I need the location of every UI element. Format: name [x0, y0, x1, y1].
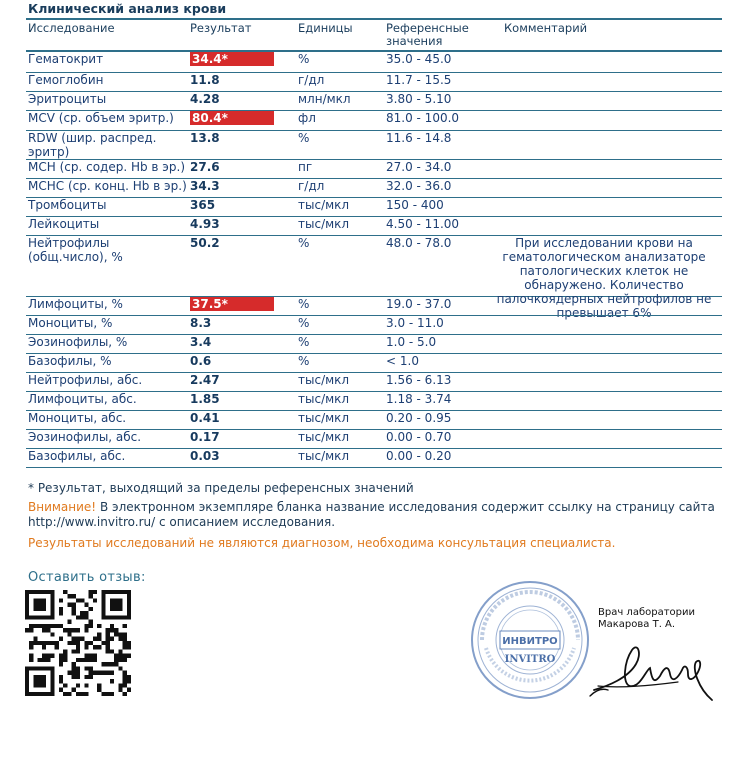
test-name: Базофилы, абс.: [28, 449, 126, 463]
result-value: 0.17: [190, 430, 220, 444]
unit-value: тыс/мкл: [298, 373, 350, 387]
unit-value: %: [298, 236, 310, 250]
header-test: Исследование: [28, 21, 115, 35]
reference-range: 32.0 - 36.0: [386, 179, 452, 193]
header-comment: Комментарий: [504, 21, 588, 35]
test-name: Лейкоциты: [28, 217, 100, 231]
disclaimer: Результаты исследований не являются диагнозом, необходима консультация специалиста.: [28, 536, 616, 550]
table-row: [26, 316, 722, 335]
result-value-flagged: 34.4*: [190, 52, 274, 66]
table-row: [26, 373, 722, 392]
unit-value: %: [298, 297, 310, 311]
table-row: [26, 430, 722, 449]
unit-value: %: [298, 335, 310, 349]
result-value: 27.6: [190, 160, 220, 174]
test-name: RDW (шир. распред. эритр): [28, 131, 157, 159]
test-name: Лимфоциты, абс.: [28, 392, 137, 406]
reference-range: 0.00 - 0.20: [386, 449, 452, 463]
unit-value: млн/мкл: [298, 92, 351, 106]
result-value: 1.85: [190, 392, 220, 406]
result-value: 0.03: [190, 449, 220, 463]
unit-value: %: [298, 354, 310, 368]
stamp-text-top: ИНВИТРО: [502, 636, 558, 647]
test-name: Гематокрит: [28, 52, 104, 66]
header-ref-line1: Референсные: [386, 21, 469, 35]
result-value: 3.4: [190, 335, 212, 349]
table-row: [26, 411, 722, 430]
reference-range: 1.0 - 5.0: [386, 335, 437, 349]
reference-range: 150 - 400: [386, 198, 444, 212]
reference-range: 0.20 - 0.95: [386, 411, 452, 425]
table-row: [26, 297, 722, 316]
unit-value: тыс/мкл: [298, 392, 350, 406]
result-value-flagged: 80.4*: [190, 111, 274, 125]
unit-value: тыс/мкл: [298, 449, 350, 463]
table-row: [26, 179, 722, 198]
reference-range: < 1.0: [386, 354, 419, 368]
unit-value: %: [298, 316, 310, 330]
report-title: Клинический анализ крови: [28, 1, 227, 16]
table-header: [26, 18, 722, 52]
table-row: [26, 449, 722, 468]
test-name: Моноциты, %: [28, 316, 113, 330]
unit-value: тыс/мкл: [298, 411, 350, 425]
test-name: Эритроциты: [28, 92, 107, 106]
table-row: [26, 354, 722, 373]
test-name: Эозинофилы, абс.: [28, 430, 142, 444]
table-row: [26, 73, 722, 92]
attention-label: Внимание!: [28, 500, 97, 514]
result-value: 11.8: [190, 73, 220, 87]
review-label: Оставить отзыв:: [28, 570, 146, 585]
reference-range: 0.00 - 0.70: [386, 430, 452, 444]
unit-value: тыс/мкл: [298, 430, 350, 444]
test-name: Эозинофилы, %: [28, 335, 128, 349]
test-name: MCV (ср. объем эритр.): [28, 111, 174, 125]
header-ref-line2: значения: [386, 34, 443, 48]
attention-link[interactable]: http://www.invitro.ru/: [28, 515, 156, 529]
comment-text: При исследовании крови на гематологическом анализаторе патологических клеток не обнаружено. Количество палочкоядерных нейтрофилов не превышает 6%: [496, 236, 712, 320]
results-table: [26, 52, 722, 468]
footnote: * Результат, выходящий за пределы референсных значений: [28, 481, 414, 495]
attention-note: [28, 500, 715, 530]
attention-text: В электронном экземпляре бланка название исследования содержит ссылку на страницу сайта: [96, 500, 715, 514]
header-result: Результат: [190, 21, 252, 35]
laboratory-stamp: [468, 578, 592, 702]
table-row: [26, 52, 722, 73]
stamp-text-bottom: INVITRO: [504, 654, 556, 665]
result-value: 0.6: [190, 354, 212, 368]
header-units: Единицы: [298, 21, 353, 35]
reference-range: 81.0 - 100.0: [386, 111, 460, 125]
test-name: MCHC (ср. конц. Hb в эр.): [28, 179, 187, 193]
table-row: [26, 392, 722, 411]
unit-value: %: [298, 52, 310, 66]
unit-value: фл: [298, 111, 316, 125]
table-row: [26, 92, 722, 111]
attention-text2: с описанием исследования.: [155, 515, 336, 529]
result-value: 365: [190, 198, 216, 212]
unit-value: г/дл: [298, 179, 325, 193]
test-name: MCH (ср. содер. Hb в эр.): [28, 160, 186, 174]
test-name: Лимфоциты, %: [28, 297, 123, 311]
test-name: Гемоглобин: [28, 73, 104, 87]
result-value: 4.28: [190, 92, 220, 106]
result-value-flagged: 37.5*: [190, 297, 274, 311]
table-row: [26, 111, 722, 131]
reference-range: 11.7 - 15.5: [386, 73, 452, 87]
reference-range: 4.50 - 11.00: [386, 217, 460, 231]
result-value: 13.8: [190, 131, 220, 145]
test-name: Моноциты, абс.: [28, 411, 127, 425]
qr-code[interactable]: [25, 590, 131, 696]
reference-range: 11.6 - 14.8: [386, 131, 452, 145]
result-value: 34.3: [190, 179, 220, 193]
test-name: Нейтрофилы, абс.: [28, 373, 143, 387]
table-row: [26, 131, 722, 160]
result-value: 8.3: [190, 316, 212, 330]
doctor-signature: [588, 628, 718, 708]
unit-value: пг: [298, 160, 313, 174]
reference-range: 35.0 - 45.0: [386, 52, 452, 66]
header-ref: [386, 22, 469, 48]
unit-value: тыс/мкл: [298, 217, 350, 231]
reference-range: 19.0 - 37.0: [386, 297, 452, 311]
result-value: 4.93: [190, 217, 220, 231]
doctor-role: Врач лаборатории: [598, 607, 695, 618]
reference-range: 1.18 - 3.74: [386, 392, 452, 406]
table-row: [26, 217, 722, 236]
reference-range: 3.80 - 5.10: [386, 92, 452, 106]
reference-range: 48.0 - 78.0: [386, 236, 452, 250]
table-row: [26, 335, 722, 354]
test-name: Тромбоциты: [28, 198, 107, 212]
table-row: [26, 198, 722, 217]
doctor-name: Макарова Т. А.: [598, 619, 676, 630]
reference-range: 1.56 - 6.13: [386, 373, 452, 387]
unit-value: %: [298, 131, 310, 145]
result-value: 2.47: [190, 373, 220, 387]
reference-range: 3.0 - 11.0: [386, 316, 444, 330]
unit-value: г/дл: [298, 73, 325, 87]
test-name: Базофилы, %: [28, 354, 112, 368]
result-value: 50.2: [190, 236, 220, 250]
reference-range: 27.0 - 34.0: [386, 160, 452, 174]
table-row: [26, 160, 722, 179]
result-value: 0.41: [190, 411, 220, 425]
test-name: Нейтрофилы (общ.число), %: [28, 236, 123, 264]
unit-value: тыс/мкл: [298, 198, 350, 212]
